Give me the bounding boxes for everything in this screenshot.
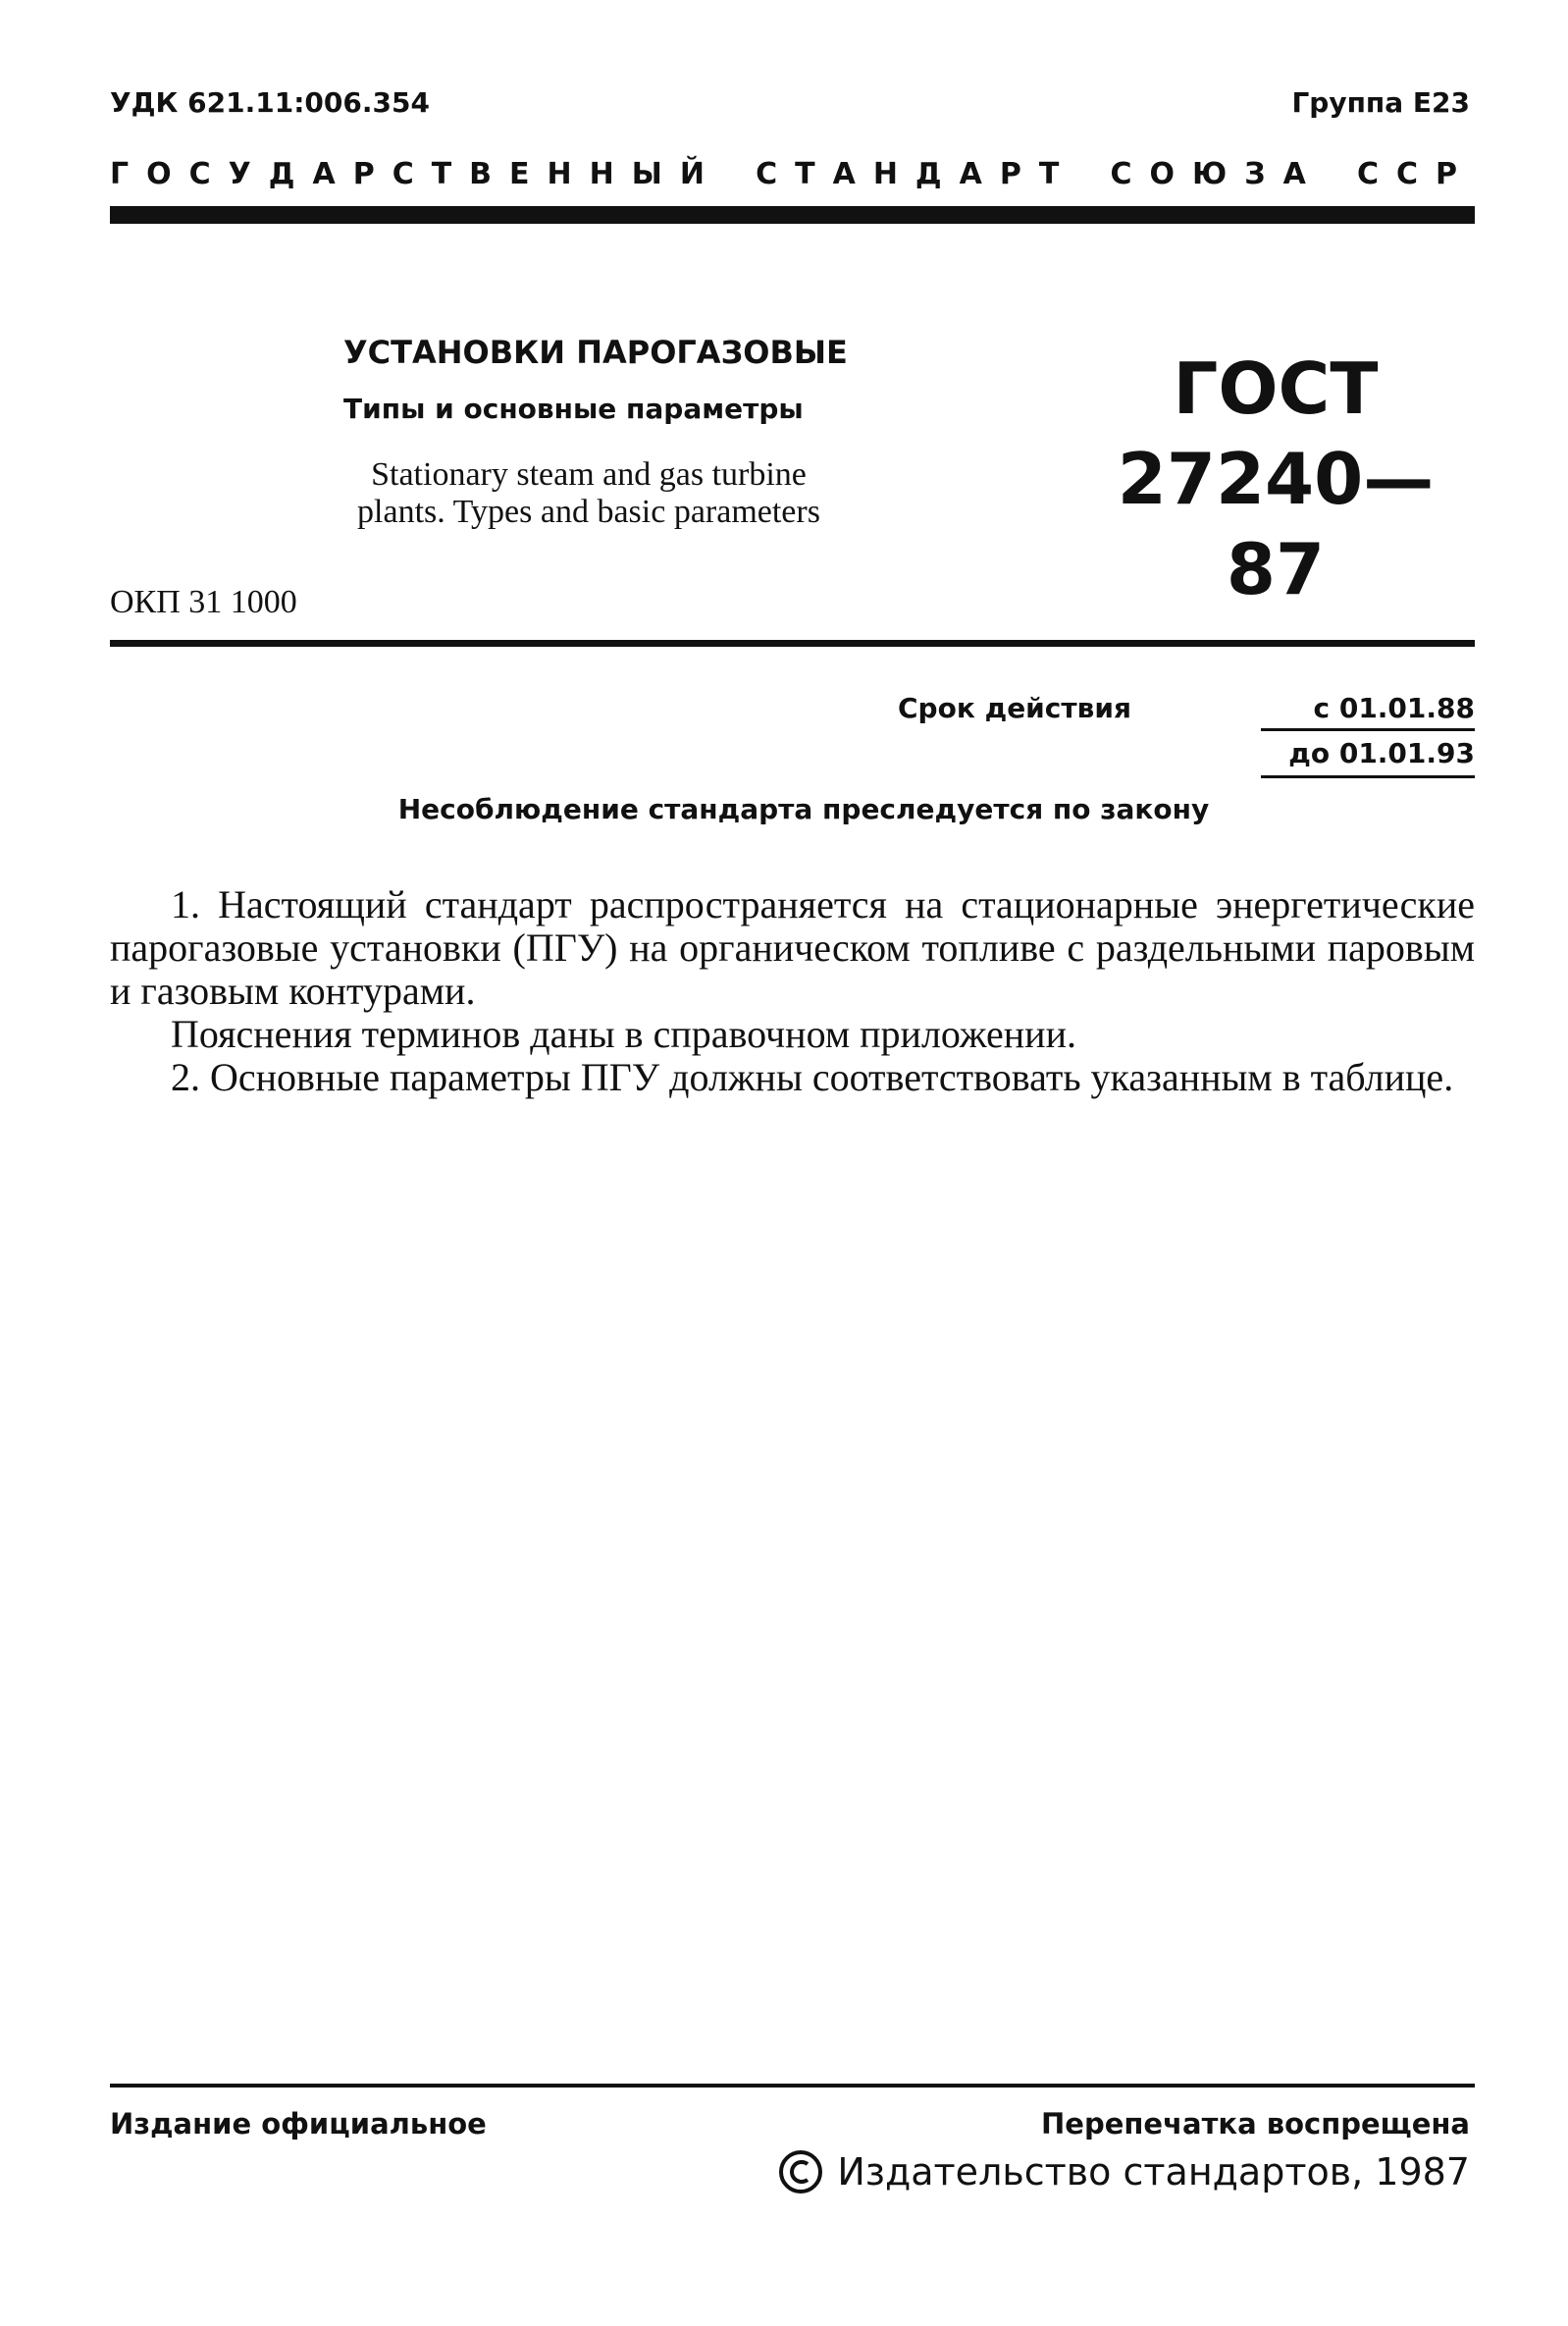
body-text	[110, 883, 1475, 1099]
validity-label: Срок действия	[898, 692, 1131, 724]
english-title-line-1: Stationary steam and gas turbine	[371, 456, 807, 493]
banner-word-4: ССР	[1356, 157, 1475, 191]
validity-from: с 01.01.88	[1261, 692, 1475, 731]
udk-code: УДК 621.11:006.354	[110, 86, 430, 119]
banner-word-3: СОЮЗА	[1110, 157, 1324, 191]
reprint-notice: Перепечатка воспрещена	[1041, 2107, 1470, 2141]
validity-dates	[1261, 692, 1475, 778]
document-subtitle: Типы и основные параметры	[343, 393, 804, 425]
paragraph-2: Пояснения терминов даны в справочном приложении.	[171, 1012, 1076, 1056]
gost-designation	[1070, 344, 1482, 614]
english-title	[285, 456, 893, 531]
publisher-name: Издательство стандартов, 1987	[837, 2150, 1470, 2194]
official-edition: Издание официальное	[110, 2107, 487, 2141]
banner-word-1: ГОСУДАРСТВЕННЫЙ	[110, 157, 722, 191]
publisher-line	[778, 2149, 1470, 2194]
middle-rule	[110, 640, 1475, 647]
okp-code: ОКП 31 1000	[110, 584, 297, 620]
banner-word-2: СТАНДАРТ	[756, 157, 1077, 191]
document-title: УСТАНОВКИ ПАРОГАЗОВЫЕ	[343, 334, 848, 371]
paragraph-3: 2. Основные параметры ПГУ должны соответствовать указанным в таблице.	[171, 1055, 1454, 1099]
validity-to: до 01.01.93	[1261, 731, 1475, 778]
standard-banner	[110, 157, 1475, 191]
paragraph-1: 1. Настоящий стандарт распространяется на стационарные энергетические парогазовые установки (ПГУ) на органическом топливе с раздельными паровым и газовым контурами.	[110, 882, 1475, 1013]
english-title-line-2: plants. Types and basic parameters	[357, 494, 820, 530]
top-rule	[110, 206, 1475, 224]
bottom-rule	[110, 2084, 1475, 2088]
copyright-icon	[778, 2149, 823, 2194]
legal-warning: Несоблюдение стандарта преследуется по закону	[397, 793, 1210, 825]
gost-label: ГОСТ	[1173, 347, 1379, 430]
group-code: Группа Е23	[1291, 86, 1470, 119]
gost-number: 27240—87	[1117, 438, 1435, 610]
